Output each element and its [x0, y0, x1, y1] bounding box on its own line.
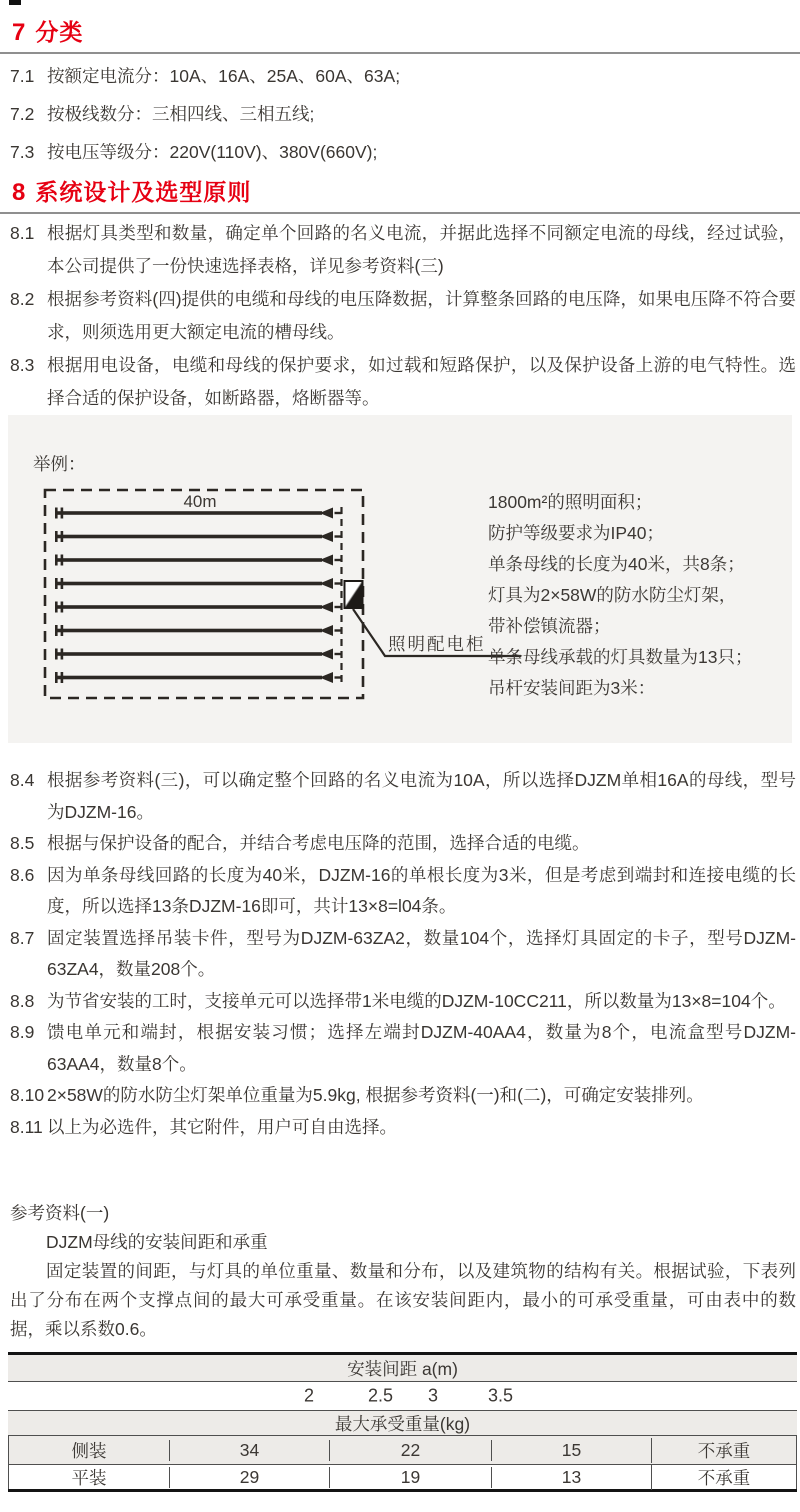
- section7-items: [10, 57, 796, 171]
- list-item: [10, 828, 796, 860]
- note-line: 1800m²的照明面积；: [488, 492, 653, 512]
- section7-title: 分类: [35, 19, 84, 45]
- cell-value: 29: [169, 1467, 329, 1488]
- item-number: 8.1: [10, 223, 35, 243]
- spacing-value: 3.5: [488, 1385, 514, 1406]
- table-header-text: 最大承受重量(kg): [334, 1413, 471, 1434]
- note-line: 单条母线承载的灯具数量为13只；: [488, 647, 753, 667]
- item-text: 馈电单元和端封，根据安装习惯；选择左端封DJZM-40AA4，数量为8个，电流盒型号DJZM-63AA4，数量8个。: [47, 1022, 796, 1074]
- dimension-label: 40m: [183, 492, 217, 511]
- room-outline: [45, 490, 363, 698]
- table-header-text: 安装间距 a(m): [347, 1358, 458, 1379]
- busbar-line: [55, 649, 342, 660]
- note-line: 带补偿镇流器；: [488, 616, 611, 636]
- list-item: [10, 1080, 796, 1112]
- item-text: 以上为必选件，其它附件，用户可自由选择。: [47, 1116, 397, 1137]
- item-text: 根据参考资料(四)提供的电缆和母线的电压降数据，计算整条回路的电压降，如果电压降不符合要求，则须选用更大额定电流的槽母线。: [47, 289, 796, 342]
- busbar-line: [55, 555, 342, 566]
- item-number: 8.3: [10, 355, 35, 375]
- table-row-spacings: [8, 1382, 797, 1411]
- row-label: 平装: [71, 1468, 107, 1488]
- table-row: [8, 1436, 797, 1465]
- busbar-line: [55, 625, 342, 636]
- section8-heading: [0, 171, 800, 214]
- item-number: 8.7: [10, 927, 35, 948]
- example-notes: [488, 487, 752, 704]
- reference-subtitle: DJZM母线的安装间距和承重: [46, 1232, 268, 1252]
- list-item: [10, 349, 796, 415]
- item-number: 7.1: [10, 66, 35, 86]
- cell-value: 22: [329, 1440, 491, 1461]
- list-item: [10, 1112, 796, 1144]
- cell-value: 19: [329, 1467, 491, 1488]
- item-text: 根据与保护设备的配合，并结合考虑电压降的范围，选择合适的电缆。: [47, 833, 590, 853]
- busbar-line: [55, 578, 342, 589]
- cell-value: 34: [169, 1440, 329, 1461]
- note-line: 吊杆安装间距为3米：: [488, 678, 656, 698]
- section7-number: 7: [12, 19, 26, 46]
- note-line: 灯具为2×58W的防水防尘灯架，: [488, 585, 737, 605]
- distribution-cabinet-symbol: [345, 581, 363, 608]
- list-item: [10, 217, 796, 283]
- note-line: 防护等级要求为IP40；: [488, 523, 664, 543]
- cell-value: 13: [491, 1467, 651, 1488]
- load-table: [8, 1352, 797, 1492]
- row-label: 侧装: [71, 1440, 107, 1461]
- item-number: 7.3: [10, 142, 35, 162]
- item-text: 2×58W的防水防尘灯架单位重量为5.9kg, 根据参考资料(一)和(二)，可确定安装排列。: [47, 1085, 704, 1105]
- item-text: 按电压等级分：220V(110V)、380V(660V);: [47, 142, 378, 162]
- list-item: [10, 923, 796, 986]
- table-header-weight: [8, 1411, 797, 1436]
- item-text: 根据用电设备，电缆和母线的保护要求，如过载和短路保护，以及保护设备上游的电气特性。选择合适的保护设备，如断路器，烙断器等。: [47, 355, 796, 408]
- list-item: [10, 986, 796, 1018]
- item-text: 因为单条母线回路的长度为40米，DJZM-16的单根长度为3米，但是考虑到端封和连接电缆的长度，所以选择13条DJZM-16即可，共计13×8=l04条。: [47, 864, 796, 916]
- item-number: 8.11: [10, 1116, 43, 1137]
- cell-value: 不承重: [651, 1438, 796, 1463]
- table-row: [8, 1465, 797, 1489]
- reference-title: 参考资料(一): [10, 1203, 110, 1223]
- list-item: [10, 1017, 796, 1080]
- example-label: 举例：: [33, 454, 86, 474]
- item-number: 8.8: [10, 990, 35, 1011]
- section8-number: 8: [12, 179, 26, 206]
- item-text: 根据参考资料(三)，可以确定整个回路的名义电流为10A，所以选择DJZM单相16A的母线，型号为DJZM-16。: [47, 770, 796, 822]
- list-item: [10, 283, 796, 349]
- item-number: 8.5: [10, 833, 35, 853]
- busbar-line: [55, 531, 342, 542]
- section8-items-top: [10, 217, 796, 415]
- item-number: 8.4: [10, 770, 35, 790]
- section7-heading: [0, 0, 800, 54]
- section8-items-bottom: [10, 765, 796, 1143]
- list-item: [10, 765, 796, 828]
- reference-paragraph: 固定装置的间距，与灯具的单位重量、数量和分布，以及建筑物的结构有关。根据试验，下表列出了分布在两个支撑点间的最大可承受重量。在该安装间距内，最小的可承受重量，可由表中的数据，乘以系数0.6。: [10, 1261, 796, 1339]
- list-item: [10, 860, 796, 923]
- item-number: 8.6: [10, 864, 35, 885]
- note-line: 单条母线的长度为40米，共8条；: [488, 554, 745, 574]
- list-item: [10, 57, 796, 95]
- busbar-line: [55, 672, 342, 683]
- spacing-value: 2: [304, 1385, 315, 1406]
- item-number: 8.10: [10, 1085, 45, 1105]
- table-header-spacing: [8, 1355, 797, 1382]
- page-top-mark: [9, 0, 21, 5]
- busbar-line: [55, 602, 342, 613]
- list-item: [10, 95, 796, 133]
- spacing-value: 3: [428, 1385, 439, 1406]
- cabinet-label: 照明配电柜: [388, 634, 486, 654]
- item-text: 按额定电流分：10A、16A、25A、60A、63A;: [47, 66, 401, 86]
- item-text: 按极线数分：三相四线、三相五线;: [47, 104, 315, 124]
- item-number: 8.9: [10, 1022, 35, 1042]
- cell-value: 不承重: [651, 1465, 796, 1490]
- cell-value: 15: [491, 1440, 651, 1461]
- reference-block: [10, 1199, 796, 1344]
- example-panel: [8, 415, 792, 743]
- item-text: 根据灯具类型和数量，确定单个回路的名义电流，并据此选择不同额定电流的母线，经过试验，本公司提供了一份快速选择表格，详见参考资料(三): [47, 223, 796, 276]
- section8-title: 系统设计及选型原则: [35, 179, 252, 205]
- item-text: 固定装置选择吊装卡件，型号为DJZM-63ZA2，数量104个，选择灯具固定的卡子，型号DJZM-63ZA4，数量208个。: [47, 927, 796, 979]
- item-text: 为节省安装的工时，支接单元可以选择带1米电缆的DJZM-10CC211，所以数量为13×8=104个。: [47, 990, 786, 1011]
- item-number: 8.2: [10, 289, 35, 309]
- list-item: [10, 133, 796, 171]
- spacing-value: 2.5: [368, 1385, 394, 1406]
- item-number: 7.2: [10, 104, 35, 124]
